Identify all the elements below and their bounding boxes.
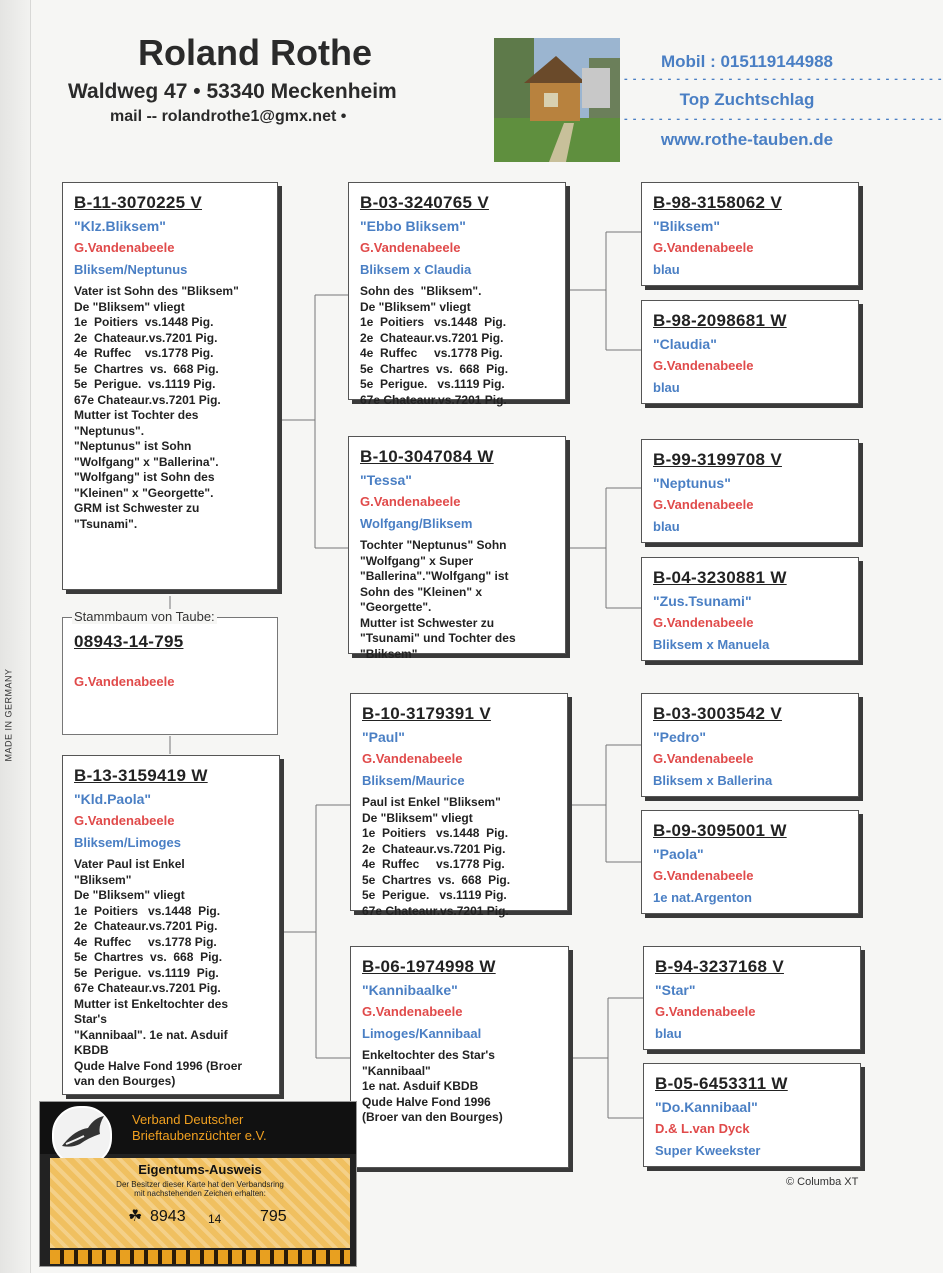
card-subtext: mit nachstehenden Zeichen erhalten: <box>134 1189 266 1198</box>
owner-name: Roland Rothe <box>138 32 372 73</box>
ggp-ring: B-05-6453311 W <box>655 1074 788 1093</box>
grandparent-line: Bliksem x Claudia <box>360 262 472 277</box>
ggp-ring: B-03-3003542 V <box>653 704 782 723</box>
great-grandparent-card[interactable] <box>641 300 859 404</box>
great-grandparent-card[interactable] <box>643 946 861 1050</box>
ggp-name: "Neptunus" <box>653 475 731 491</box>
owner-mail[interactable]: mail -- rolandrothe1@gmx.net • <box>110 108 347 125</box>
ggp-ring: B-94-3237168 V <box>655 957 784 976</box>
divider: - - - - - - - - - - - - - - - - - - - - - - - - - - - - - - - - - - - - - <box>624 73 943 85</box>
grandparent-card[interactable] <box>348 182 566 407</box>
grandparent-name: "Kannibaalke" <box>362 982 458 998</box>
ggp-name: "Claudia" <box>653 336 717 352</box>
ggp-breeder: G.Vandenabeele <box>653 751 754 766</box>
ggp-ring: B-09-3095001 W <box>653 821 787 840</box>
ggp-name: "Bliksem" <box>653 218 720 234</box>
card-ring-year: 14 <box>208 1212 222 1226</box>
grandparent-description: Enkeltochter des Star's "Kannibaal" 1e nat. Asduif KBDB Qude Halve Fond 1996 (Broer van den Bourges) <box>362 1048 503 1124</box>
tagline: Top Zuchtschlag <box>679 90 815 109</box>
sire-name: "Klz.Bliksem" <box>74 218 166 234</box>
ring-symbol-icon: ☘ <box>128 1208 143 1225</box>
ggp-name: "Zus.Tsunami" <box>653 593 752 609</box>
grandparent-ring: B-06-1974998 W <box>362 957 496 976</box>
card-ring-serial: 795 <box>260 1208 287 1225</box>
ggp-line: 1e nat.Argenton <box>653 890 752 905</box>
grandparent-breeder: G.Vandenabeele <box>360 240 461 255</box>
website-link[interactable]: www.rothe-tauben.de <box>660 130 834 149</box>
ggp-ring: B-98-3158062 V <box>653 193 782 212</box>
great-grandparent-card[interactable] <box>641 810 859 914</box>
card-subtext: Der Besitzer dieser Karte hat den Verbandsring <box>116 1180 284 1189</box>
grandparent-breeder: G.Vandenabeele <box>360 494 461 509</box>
grandparent-line: Wolfgang/Bliksem <box>360 516 473 531</box>
ggp-line: Bliksem x Manuela <box>653 637 770 652</box>
grandparent-card[interactable] <box>350 693 568 918</box>
grandparent-line: Bliksem/Maurice <box>362 773 465 788</box>
copyright: © Columba XT <box>786 1176 859 1188</box>
ggp-line: blau <box>655 1026 682 1041</box>
card-pattern <box>50 1250 350 1264</box>
grandparent-card[interactable] <box>348 436 566 661</box>
mobile-number[interactable]: Mobil : 015119144988 <box>660 52 833 71</box>
great-grandparent-card[interactable] <box>641 182 859 286</box>
card-org-line2: Brieftaubenzüchter e.V. <box>132 1128 267 1143</box>
grandparent-name: "Tessa" <box>360 472 412 488</box>
ggp-name: "Paola" <box>653 846 704 862</box>
dam-description: Vater Paul ist Enkel "Bliksem" De "Bliksem" vliegt 1e Poitiers vs.1448 Pig. 2e Chateaur.vs.7201 Pig. 4e Ruffec vs.1778 Pig. 5e Chartres vs. 668 Pig. 5e Perigue. vs.1119 Pig. 67e Chateaur.vs.7201 Pig. Mutter ist Enkeltochter des Star's "Kannibaal". 1e nat. Asduif KBDB Qude Halve Fond 1996 (Broer van den Bourges) <box>74 857 243 1088</box>
card-body <box>50 1158 350 1248</box>
subject-card[interactable] <box>62 617 278 735</box>
dam-line: Bliksem/Limoges <box>74 835 181 850</box>
grandparent-description: Paul ist Enkel "Bliksem" De "Bliksem" vliegt 1e Poitiers vs.1448 Pig. 2e Chateaur.vs.7201 Pig. 4e Ruffec vs.1778 Pig. 5e Chartres vs. 668 Pig. 5e Perigue. vs.1119 Pig. 67e Chateaur.vs.7201 Pig. <box>362 795 511 918</box>
card-org-line1: Verband Deutscher <box>132 1112 244 1127</box>
great-grandparent-card[interactable] <box>641 557 859 661</box>
great-grandparent-card[interactable] <box>641 439 859 543</box>
ggp-name: "Star" <box>655 982 696 998</box>
ggp-breeder: G.Vandenabeele <box>653 240 754 255</box>
divider: - - - - - - - - - - - - - - - - - - - - - - - - - - - - - - - - - - - - - <box>624 113 943 125</box>
ggp-name: "Pedro" <box>653 729 706 745</box>
dam-breeder: G.Vandenabeele <box>74 813 175 828</box>
ggp-ring: B-98-2098681 W <box>653 311 787 330</box>
ggp-breeder: G.Vandenabeele <box>653 358 754 373</box>
card-ring-number: 8943 <box>150 1208 186 1225</box>
sire-card[interactable] <box>62 182 278 590</box>
grandparent-breeder: G.Vandenabeele <box>362 1004 463 1019</box>
ggp-line: blau <box>653 519 680 534</box>
grandparent-card[interactable] <box>350 946 569 1168</box>
grandparent-description: Tochter "Neptunus" Sohn "Wolfgang" x Super "Ballerina"."Wolfgang" ist Sohn des "Kleinen" x "Georgette". Mutter ist Schwester zu "Tsunami" und Tochter des "Bliksem" <box>360 538 516 661</box>
ggp-line: blau <box>653 262 680 277</box>
owner-address: Waldweg 47 • 53340 Meckenheim <box>68 80 397 103</box>
grandparent-ring: B-03-3240765 V <box>360 193 489 212</box>
grandparent-name: "Paul" <box>362 729 405 745</box>
dam-name: "Kld.Paola" <box>74 791 152 807</box>
ggp-breeder: G.Vandenabeele <box>655 1004 756 1019</box>
subject-breeder: G.Vandenabeele <box>74 674 175 689</box>
sire-breeder: G.Vandenabeele <box>74 240 175 255</box>
grandparent-name: "Ebbo Bliksem" <box>360 218 466 234</box>
card-title: Eigentums-Ausweis <box>138 1162 262 1177</box>
ggp-name: "Do.Kannibaal" <box>655 1099 758 1115</box>
ggp-breeder: G.Vandenabeele <box>653 868 754 883</box>
sire-description: Vater ist Sohn des "Bliksem" De "Bliksem" vliegt 1e Poitiers vs.1448 Pig. 2e Chateaur.vs.7201 Pig. 4e Ruffec vs.1778 Pig. 5e Chartres vs. 668 Pig. 5e Perigue. vs.1119 Pig. 67e Chateaur.vs.7201 Pig. Mutter ist Tochter des "Neptunus". "Neptunus" ist Sohn "Wolfgang" x "Ballerina". "Wolfgang" ist Sohn des "Kleinen" x "Georgette". GRM ist Schwester zu "Tsunami". <box>74 284 239 531</box>
ggp-line: Super Kweekster <box>655 1143 761 1158</box>
dam-card[interactable] <box>62 755 280 1095</box>
ggp-breeder: D.& L.van Dyck <box>655 1121 750 1136</box>
ggp-breeder: G.Vandenabeele <box>653 497 754 512</box>
sire-ring: B-11-3070225 V <box>74 193 203 212</box>
dam-ring: B-13-3159419 W <box>74 766 208 785</box>
ggp-breeder: G.Vandenabeele <box>653 615 754 630</box>
grandparent-ring: B-10-3179391 V <box>362 704 491 723</box>
grandparent-breeder: G.Vandenabeele <box>362 751 463 766</box>
grandparent-description: Sohn des "Bliksem". De "Bliksem" vliegt 1e Poitiers vs.1448 Pig. 2e Chateaur.vs.7201 Pig. 4e Ruffec vs.1778 Pig. 5e Chartres vs. 668 Pig. 5e Perigue. vs.1119 Pig. 67e Chateaur.vs.7201 Pig. <box>360 284 509 407</box>
grandparent-line: Limoges/Kannibaal <box>362 1026 482 1041</box>
ggp-ring: B-04-3230881 W <box>653 568 787 587</box>
ggp-ring: B-99-3199708 V <box>653 450 782 469</box>
pedigree-label: Stammbaum von Taube: <box>74 609 215 624</box>
sire-line: Bliksem/Neptunus <box>74 262 188 277</box>
subject-ring: 08943-14-795 <box>74 632 184 651</box>
pigeon-logo-icon <box>52 1106 112 1166</box>
great-grandparent-card[interactable] <box>641 693 859 797</box>
ownership-card <box>40 1102 356 1266</box>
great-grandparent-card[interactable] <box>643 1063 861 1167</box>
grandparent-ring: B-10-3047084 W <box>360 447 494 466</box>
made-in-germany-text: MADE IN GERMANY <box>3 668 14 762</box>
ggp-line: Bliksem x Ballerina <box>653 773 773 788</box>
ggp-line: blau <box>653 380 680 395</box>
